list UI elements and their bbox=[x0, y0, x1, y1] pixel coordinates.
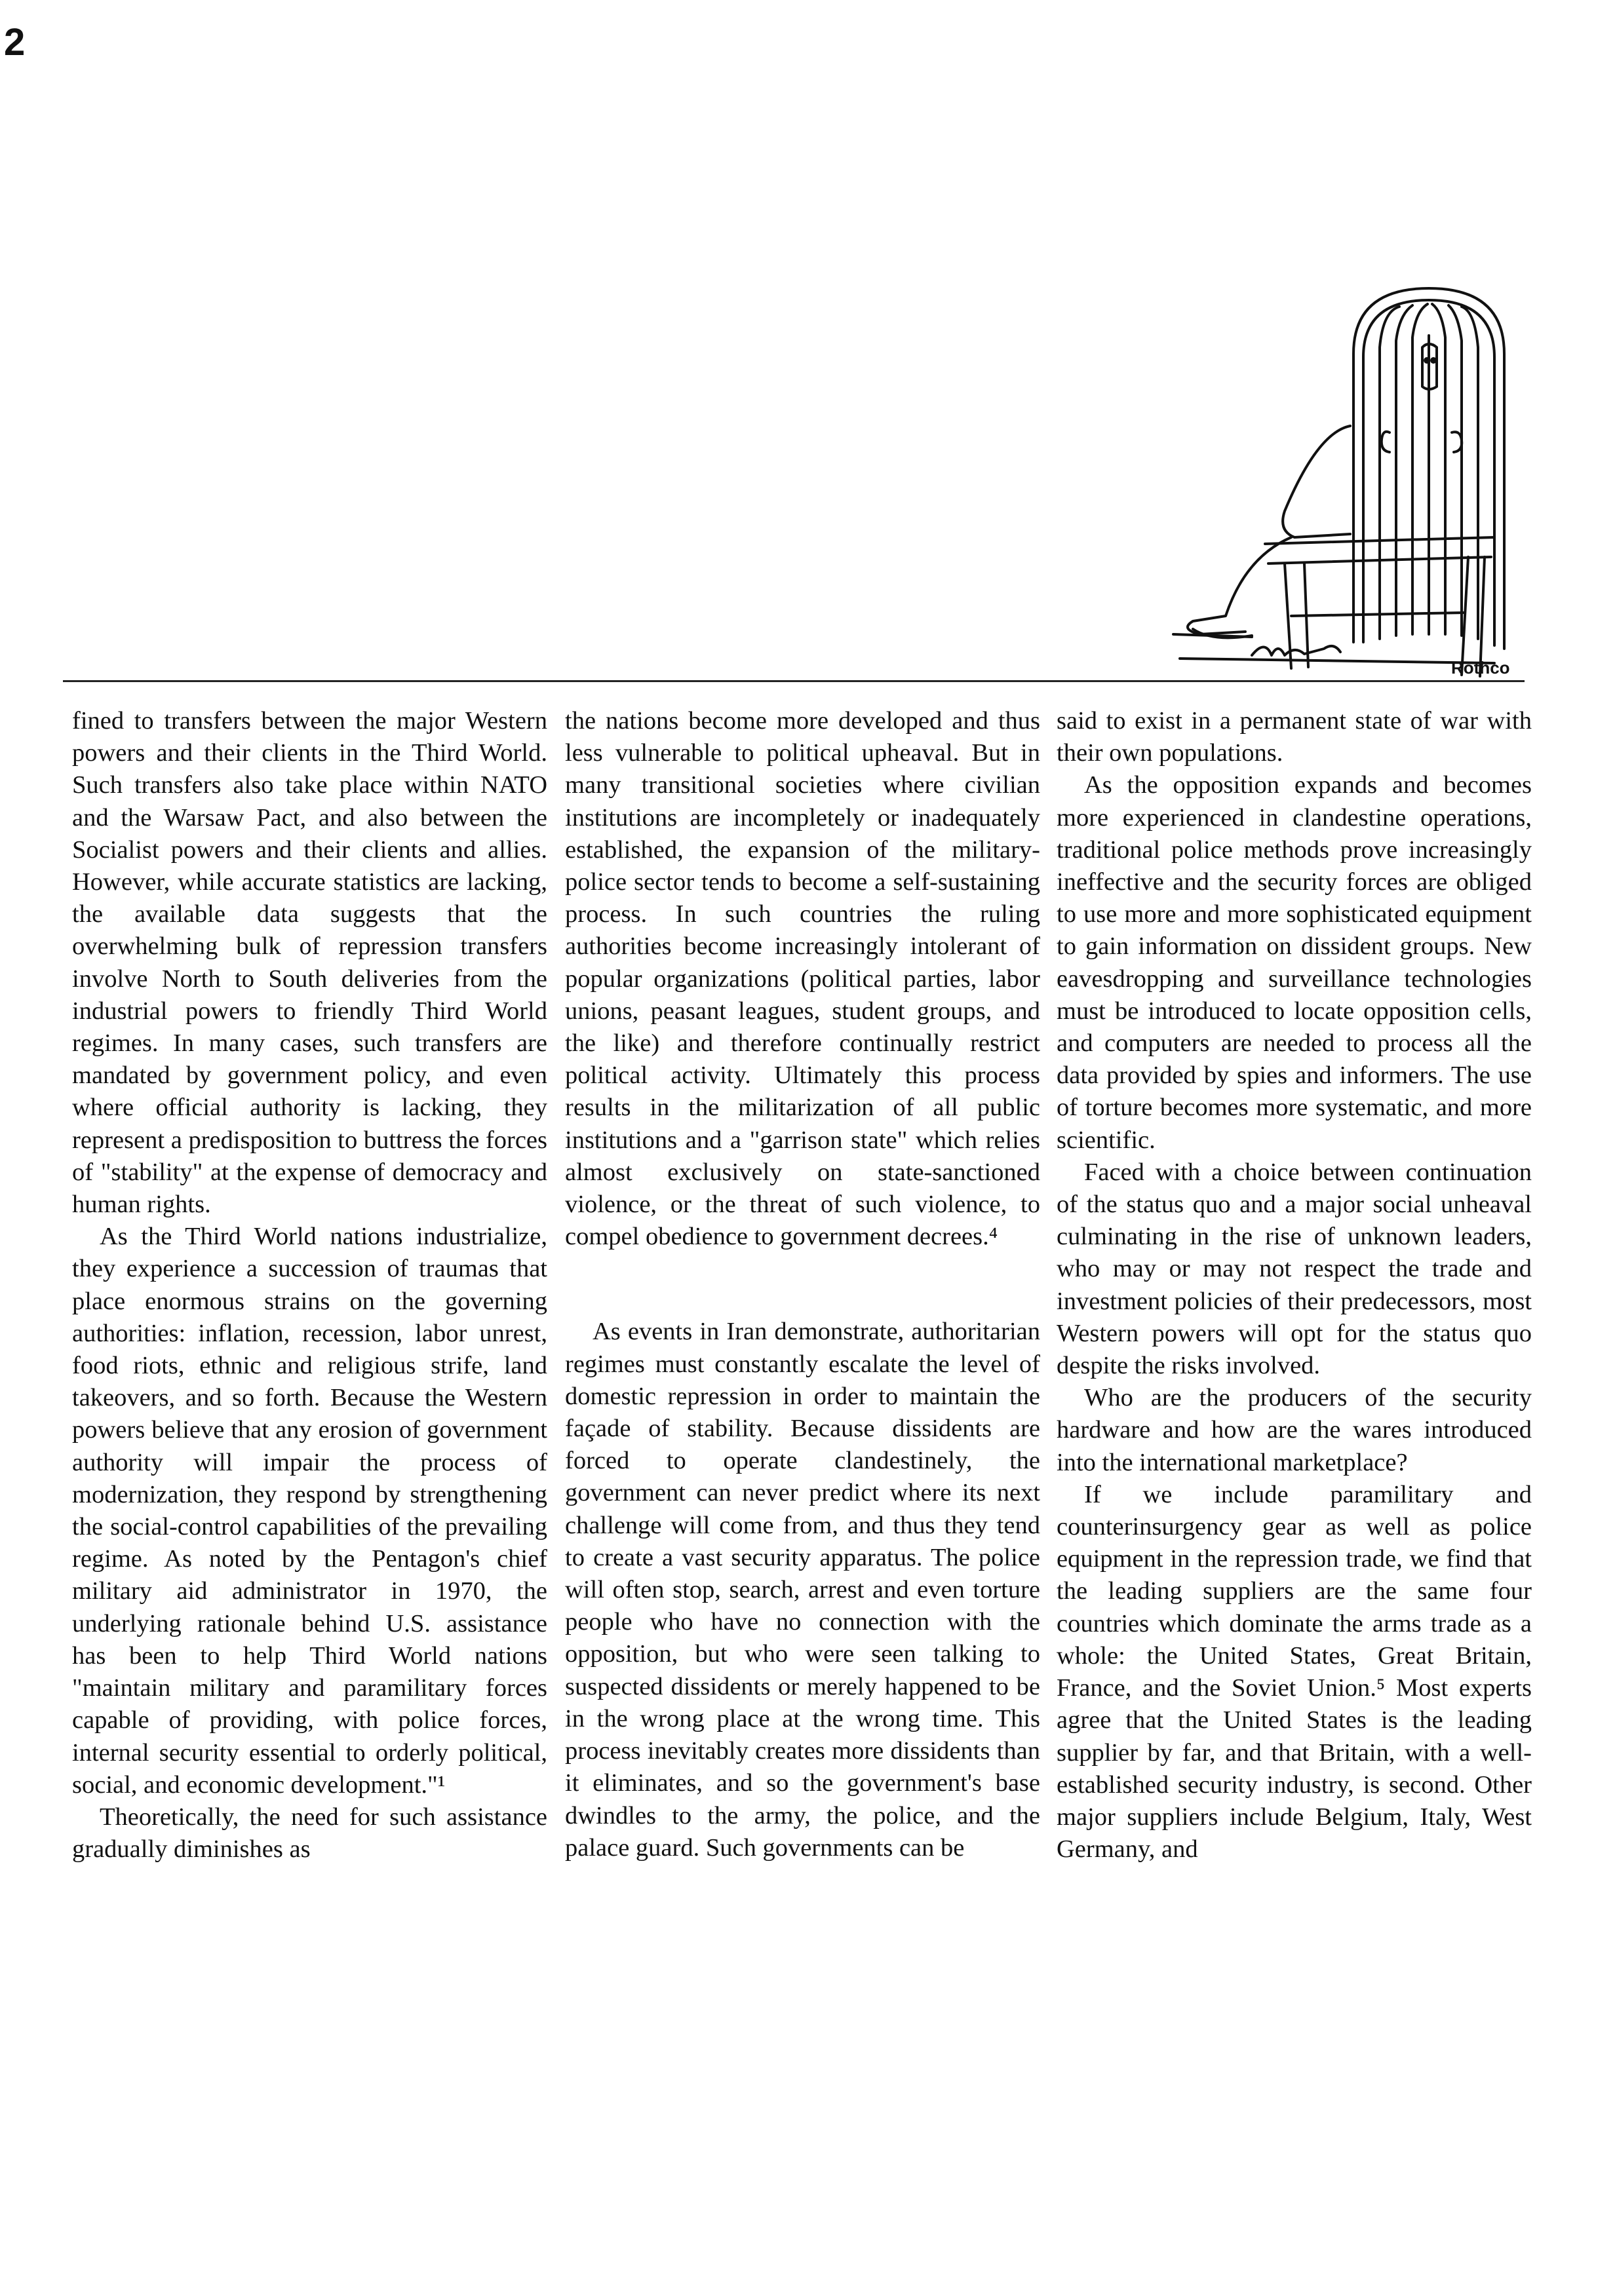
paragraph: Who are the producers of the security hardware and how are the wares introduced into the international marketplace? bbox=[1057, 1384, 1532, 1476]
image-credit: Rothco bbox=[1451, 658, 1510, 678]
column-3 bbox=[1057, 705, 1532, 1866]
paragraph: said to exist in a permanent state of war with their own populations. bbox=[1057, 707, 1532, 767]
divider-rule bbox=[63, 680, 1525, 682]
column-1 bbox=[72, 705, 547, 1866]
paragraph: Faced with a choice between continuation of the status quo and a major social unheaval culminating in the rise of unknown leaders, who may or may not respect the trade and investment policies of their predecessors, most Western powers will opt for the status quo despite the risks involved. bbox=[1057, 1158, 1532, 1380]
paragraph: Theoretically, the need for such assistance gradually diminishes as bbox=[72, 1803, 547, 1864]
paragraph: As the Third World nations industrialize, they experience a succession of traumas that place enormous strains on the governing authorities: inflation, recession, labor unrest, food riots, ethnic and religious strife, land takeovers, and so forth. Because the Western powers believe that any erosion of government authority will impair the process of modernization, they respond by strengthening the social-control capabilities of the prevailing regime. As noted by the Pentagon's chief military aid administrator in 1970, the underlying rationale behind U.S. assistance has been to help Third World nations "maintain military and paramilitary forces capable of providing, with police forces, internal security essential to orderly political, social, and economic development."¹ bbox=[72, 1223, 547, 1799]
paragraph: As the opposition expands and becomes more experienced in clandestine operations, traditional police methods prove increasingly ineffective and the security forces are obliged to use more and more sophisticated equipment to gain information on dissident groups. New eavesdropping and surveillance technologies must be introduced to locate opposition cells, and computers are needed to process all the data provided by spies and informers. The use of torture becomes more systematic, and more scientific. bbox=[1057, 771, 1532, 1154]
paragraph: fined to transfers between the major Western powers and their clients in the Third World. Such transfers also take place within NATO and the Warsaw Pact, and also between the Socialist powers and their clients and allies. However, while accurate statistics are lacking, the available data suggests that the overwhelming bulk of repression transfers involve North to South deliveries from the industrial powers to friendly Third World regimes. In many cases, such transfers are mandated by government policy, and even where official authority is lacking, they represent a predisposition to buttress the forces of "stability" at the expense of democracy and human rights. bbox=[72, 707, 547, 1219]
cartoon-illustration bbox=[1154, 275, 1547, 681]
paragraph: the nations become more developed and thus less vulnerable to political upheaval. But in many transitional societies where civilian institutions are incompletely or inadequately established, the expansion of the military-police sector tends to become a self-sustaining process. In such countries the ruling authorities become increasingly intolerant of popular organizations (political parties, labor unions, peasant leagues, student groups, and the like) and therefore continually restrict political activity. Ultimately this process results in the militarization of all public institutions and a "garrison state" which relies almost exclusively on state-sanctioned violence, or the threat of such violence, to compel obedience to government decrees.⁴ bbox=[565, 707, 1040, 1251]
section-break bbox=[565, 1253, 1040, 1316]
paragraph: As events in Iran demonstrate, authoritarian regimes must constantly escalate the level of domestic repression in order to maintain the façade of stability. Because dissidents are forced to operate clandestinely, the government can never predict where its next challenge will come from, and thus they tend to create a vast security apparatus. The police will often stop, search, arrest and even torture people who have no connection with the opposition, but who were seen talking to suspected dissidents or merely happened to be in the wrong place at the wrong time. This process inevitably creates more dissidents than it eliminates, and so the government's base dwindles to the army, the police, and the palace guard. Such governments can be bbox=[565, 1318, 1040, 1862]
page-number: 2 bbox=[4, 21, 26, 64]
column-2 bbox=[565, 705, 1040, 1864]
paragraph: If we include paramilitary and counterinsurgency gear as well as police equipment in the repression trade, we find that the leading suppliers are the same four countries which dominate the arms trade as a whole: the United States, Great Britain, France, and the Soviet Union.⁵ Most experts agree that the United States is the leading supplier by far, and that Britain, with a well-established security industry, is second. Other major suppliers include Belgium, Italy, West Germany, and bbox=[1057, 1480, 1532, 1864]
